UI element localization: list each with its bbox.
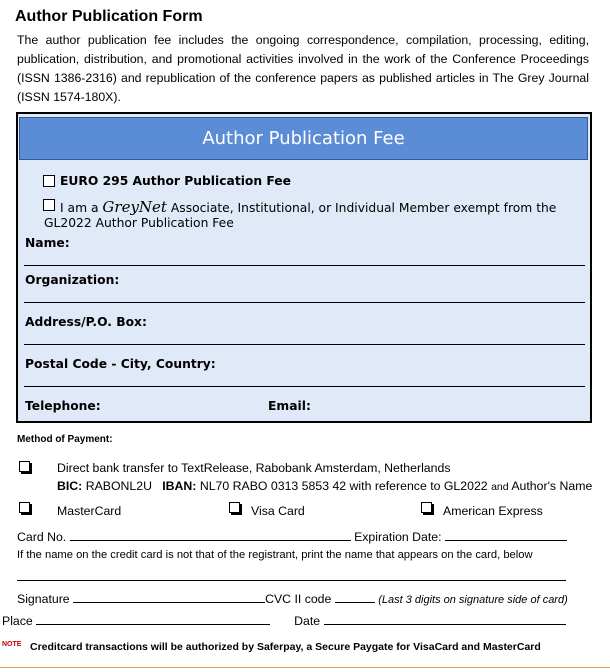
cvc-label: CVC II code (265, 592, 332, 606)
expiration-input[interactable] (445, 528, 567, 541)
postal-label: Postal Code - City, Country: (25, 357, 216, 371)
expiration-label: Expiration Date: (354, 530, 442, 544)
address-input-line[interactable] (24, 344, 585, 345)
note-text: Creditcard transactions will be authorized by Saferpay, a Secure Paygate for VisaCard and MasterCard (30, 641, 541, 653)
and-text: and (491, 481, 509, 493)
bank-transfer-checkbox[interactable] (19, 461, 30, 472)
cvc-hint: (Last 3 digits on signature side of card) (378, 594, 568, 606)
member-exempt-pre: I am a (60, 201, 99, 215)
organization-label: Organization: (25, 273, 120, 287)
signature-label: Signature (17, 592, 70, 606)
greynet-logo-text: GreyNet (102, 198, 167, 216)
fee-option-label: EURO 295 Author Publication Fee (60, 174, 291, 188)
telephone-label: Telephone: (25, 399, 101, 413)
bank-details-line (57, 479, 592, 493)
bic-label: BIC: (57, 479, 83, 493)
fee-checkbox[interactable] (43, 175, 55, 187)
mastercard-checkbox[interactable] (19, 502, 30, 513)
iban-value: NL70 RABO 0313 5853 42 with reference to GL2022 (199, 479, 488, 493)
card-name-input-line[interactable] (17, 580, 566, 581)
visa-checkbox[interactable] (229, 502, 240, 513)
card-name-note: If the name on the credit card is not that of the registrant, print the name that appears on the card, below (17, 549, 533, 561)
amex-checkbox[interactable] (421, 502, 432, 513)
place-label: Place (2, 614, 33, 628)
member-exempt-line2: GL2022 Author Publication Fee (44, 216, 234, 230)
place-date-row (2, 612, 566, 628)
date-input[interactable] (324, 612, 566, 625)
signature-input[interactable] (73, 590, 265, 603)
card-number-input[interactable] (70, 528, 351, 541)
amex-label: American Express (443, 504, 543, 518)
payment-heading: Method of Payment: (17, 434, 113, 445)
intro-paragraph: The author publication fee includes the ongoing correspondence, compilation, processing, editing, publication, distribution, and promotional activities involved in the work of the Conference Proceedings (ISSN 1386-2316) and republication of the conference papers as published articles in The Grey Journal (ISSN 1574-180X). (17, 33, 589, 104)
email-label: Email: (268, 399, 311, 413)
form-title: Author Publication Form (15, 8, 203, 25)
postal-input-line[interactable] (24, 386, 585, 387)
mastercard-label: MasterCard (57, 504, 122, 518)
name-label: Name: (25, 236, 70, 250)
member-exempt-post: Associate, Institutional, or Individual Member exempt from the (170, 201, 557, 215)
place-input[interactable] (36, 612, 270, 625)
name-input-line[interactable] (24, 265, 585, 266)
organization-input-line[interactable] (24, 302, 585, 303)
bic-value: RABONL2U (85, 479, 152, 493)
member-exempt-label (60, 198, 556, 216)
authors-name-text: Author's Name (511, 479, 593, 493)
member-exempt-checkbox[interactable] (43, 199, 55, 211)
note-label: NOTE (2, 641, 22, 648)
signature-row (17, 590, 568, 606)
card-number-row (17, 528, 567, 544)
bank-transfer-line1: Direct bank transfer to TextRelease, Rabobank Amsterdam, Netherlands (57, 461, 451, 475)
iban-label: IBAN: (162, 479, 197, 493)
date-label: Date (294, 614, 321, 628)
card-number-label: Card No. (17, 530, 67, 544)
fee-box-header: Author Publication Fee (19, 117, 588, 160)
bottom-rule (0, 667, 610, 668)
cvc-input[interactable] (335, 590, 375, 603)
address-label: Address/P.O. Box: (25, 315, 147, 329)
visa-label: Visa Card (251, 504, 305, 518)
